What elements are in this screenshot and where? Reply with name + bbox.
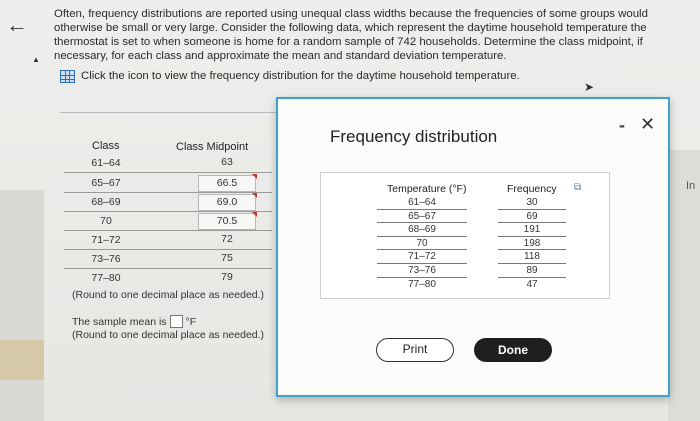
- table-row: [64, 154, 272, 173]
- table-row: [321, 264, 569, 278]
- midpoint-input[interactable]: 70.5: [198, 213, 256, 230]
- class-cell: 70: [100, 215, 112, 227]
- midpoint-cell: 79: [221, 271, 233, 283]
- print-button[interactable]: Print: [376, 338, 454, 362]
- frequency-cell: 47: [526, 278, 538, 290]
- round-note: (Round to one decimal place as needed.): [72, 289, 265, 301]
- table-row: [64, 193, 272, 212]
- table-row: [321, 278, 569, 292]
- copy-icon[interactable]: ⧉: [574, 182, 582, 193]
- temperature-cell: 61–64: [377, 196, 467, 210]
- view-data-label: Click the icon to view the frequency distribution for the daytime household temperature.: [81, 70, 520, 82]
- minimize-button[interactable]: -: [619, 115, 625, 135]
- table-grid-icon[interactable]: [60, 70, 75, 83]
- mean-answer-input[interactable]: [170, 315, 183, 328]
- mean-unit: °F: [185, 315, 197, 328]
- view-data-link[interactable]: [60, 69, 520, 83]
- temperature-cell: 73–76: [377, 264, 467, 278]
- frequency-table: [320, 172, 610, 299]
- table-row: [321, 237, 569, 251]
- temperature-cell: 70: [377, 237, 467, 251]
- table-row: [64, 174, 272, 193]
- table-row: [64, 250, 272, 269]
- midpoint-cell: 63: [221, 156, 233, 168]
- close-button[interactable]: ✕: [640, 114, 656, 134]
- class-cell: 71–72: [91, 234, 121, 246]
- midpoint-worksheet: [60, 112, 280, 412]
- table-row: [64, 269, 272, 288]
- done-button[interactable]: Done: [474, 338, 552, 362]
- question-text: Often, frequency distributions are reported using unequal class widths because the frequencies of some groups would otherwise be small or very large. Consider the following data, which represent the daytime household temperature the thermostat is set to when someone is home for a random sample of 742 households. Determine the class midpoint, if necessary, for each class and approximate the mean and standard deviation temperature.: [54, 8, 648, 62]
- table-row: [321, 210, 569, 224]
- frequency-cell: 69: [498, 210, 566, 224]
- collapse-caret-icon[interactable]: ▲: [32, 55, 40, 64]
- temperature-cell: 71–72: [377, 250, 467, 264]
- sample-mean-row: [72, 315, 196, 328]
- back-arrow-icon[interactable]: ←: [6, 12, 28, 37]
- mean-prompt: The sample mean is: [72, 315, 167, 328]
- class-header: Class: [92, 140, 120, 152]
- table-row: [64, 231, 272, 250]
- table-row: [321, 223, 569, 237]
- temperature-cell: 65–67: [377, 210, 467, 224]
- table-row: [321, 196, 569, 210]
- midpoint-input[interactable]: 66.5: [198, 175, 256, 192]
- frequency-cell: 191: [498, 223, 566, 237]
- midpoint-cell: 72: [221, 233, 233, 245]
- side-panel-text: In: [686, 180, 696, 192]
- class-cell: 77–80: [91, 272, 121, 284]
- temperature-cell: 77–80: [408, 278, 436, 290]
- class-cell: 61–64: [91, 157, 121, 169]
- midpoint-header: Class Midpoint: [176, 141, 249, 153]
- table-row: [321, 250, 569, 264]
- mouse-cursor-icon: ➤: [584, 80, 595, 94]
- frequency-cell: 30: [498, 196, 566, 210]
- left-panel-strip: [0, 190, 44, 421]
- class-cell: 73–76: [91, 253, 121, 265]
- class-cell: 65–67: [91, 177, 121, 189]
- frequency-header: Frequency: [507, 183, 557, 195]
- mean-round-note: (Round to one decimal place as needed.): [72, 329, 265, 341]
- class-cell: 68–69: [91, 196, 121, 208]
- divider: [60, 112, 280, 113]
- dialog-title: Frequency distribution: [330, 127, 498, 146]
- midpoint-input[interactable]: 69.0: [198, 194, 256, 211]
- frequency-cell: 118: [498, 250, 566, 264]
- temperature-header: Temperature (°F): [387, 183, 467, 195]
- frequency-cell: 89: [498, 264, 566, 278]
- left-panel-accent: [0, 340, 44, 380]
- right-panel-strip: [668, 150, 700, 421]
- table-row: [64, 212, 272, 231]
- temperature-cell: 68–69: [377, 223, 467, 237]
- frequency-distribution-dialog: [276, 97, 670, 397]
- frequency-cell: 198: [498, 237, 566, 251]
- midpoint-cell: 75: [221, 252, 233, 264]
